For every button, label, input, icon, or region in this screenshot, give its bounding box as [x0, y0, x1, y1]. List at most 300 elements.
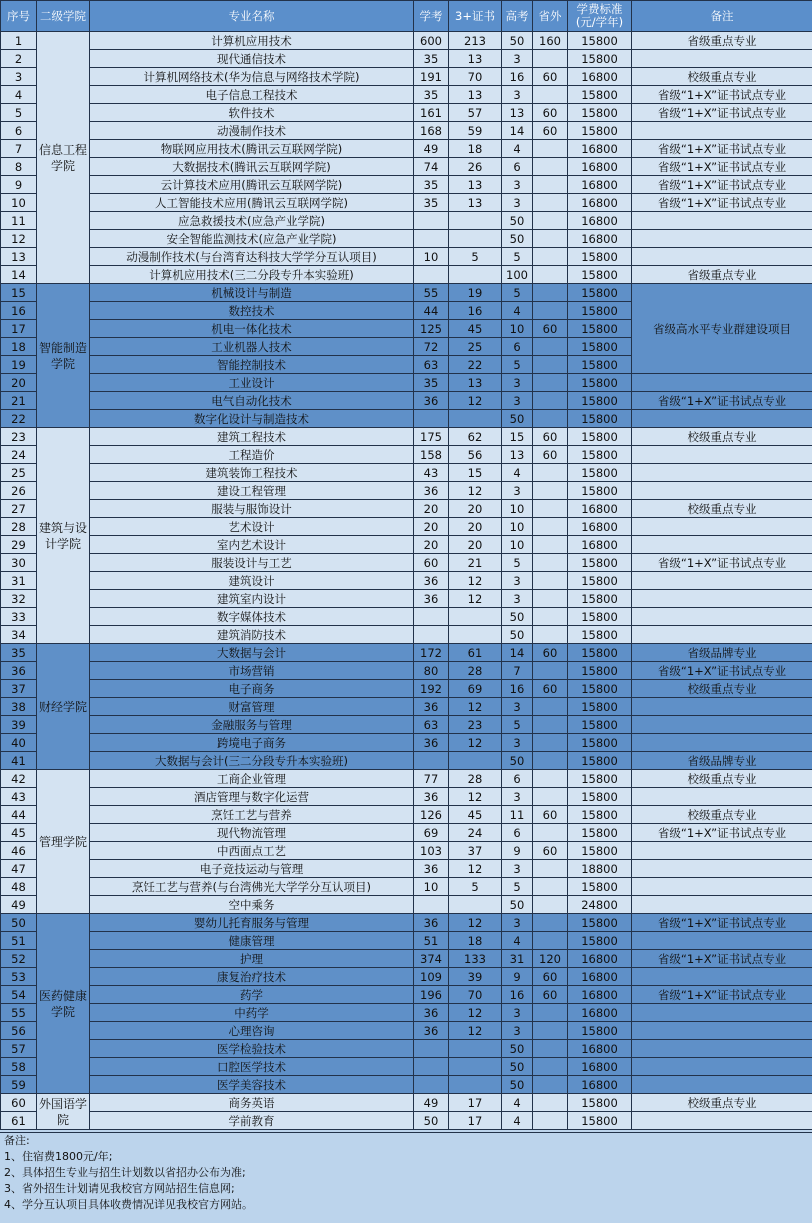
cell-outside — [533, 824, 568, 842]
table-row — [1, 806, 812, 824]
table-body — [1, 32, 812, 1130]
cell-no: 24 — [1, 446, 37, 464]
cell-gaokao: 10 — [502, 500, 533, 518]
cell-no: 8 — [1, 158, 37, 176]
cell-cert: 133 — [449, 950, 502, 968]
cell-xuekao: 72 — [414, 338, 449, 356]
cell-remark — [632, 1058, 812, 1076]
cell-cert: 61 — [449, 644, 502, 662]
cell-outside — [533, 1058, 568, 1076]
cell-xuekao: 36 — [414, 788, 449, 806]
cell-gaokao: 4 — [502, 464, 533, 482]
cell-remark — [632, 842, 812, 860]
cell-major: 电子信息工程技术 — [90, 86, 414, 104]
cell-no: 58 — [1, 1058, 37, 1076]
cell-major: 金融服务与管理 — [90, 716, 414, 734]
cell-fee: 16800 — [568, 500, 632, 518]
cell-cert: 213 — [449, 32, 502, 50]
cell-no: 50 — [1, 914, 37, 932]
cell-major: 动漫制作技术(与台湾育达科技大学学分互认项目) — [90, 248, 414, 266]
cell-fee: 15800 — [568, 284, 632, 302]
cell-outside — [533, 302, 568, 320]
cell-no: 20 — [1, 374, 37, 392]
cell-no: 3 — [1, 68, 37, 86]
cell-gaokao: 10 — [502, 536, 533, 554]
note-item: 1、住宿费1800元/年; — [4, 1150, 113, 1163]
cell-no: 57 — [1, 1040, 37, 1058]
cell-major: 计算机应用技术 — [90, 32, 414, 50]
cell-gaokao: 100 — [502, 266, 533, 284]
cell-outside: 60 — [533, 122, 568, 140]
cell-cert: 5 — [449, 248, 502, 266]
cell-fee: 15800 — [568, 356, 632, 374]
cell-dept: 智能制造学院 — [37, 284, 90, 428]
cell-xuekao: 172 — [414, 644, 449, 662]
cell-fee: 16800 — [568, 230, 632, 248]
cell-xuekao: 35 — [414, 50, 449, 68]
cell-remark — [632, 122, 812, 140]
cell-major: 电子商务 — [90, 680, 414, 698]
cell-fee: 16800 — [568, 518, 632, 536]
cell-fee: 15800 — [568, 392, 632, 410]
cell-outside — [533, 860, 568, 878]
cell-outside — [533, 626, 568, 644]
cell-fee: 16800 — [568, 194, 632, 212]
table-row — [1, 842, 812, 860]
cell-major: 建设工程管理 — [90, 482, 414, 500]
cell-fee: 16800 — [568, 212, 632, 230]
cell-xuekao — [414, 1040, 449, 1058]
cell-cert: 12 — [449, 860, 502, 878]
cell-no: 11 — [1, 212, 37, 230]
cell-remark — [632, 572, 812, 590]
cell-outside — [533, 266, 568, 284]
cell-xuekao: 196 — [414, 986, 449, 1004]
cell-remark — [632, 1076, 812, 1094]
cell-xuekao: 175 — [414, 428, 449, 446]
cell-remark: 省级“1+X”证书试点专业 — [632, 86, 812, 104]
cell-outside — [533, 662, 568, 680]
table-row — [1, 428, 812, 446]
cell-gaokao: 3 — [502, 572, 533, 590]
cell-major: 机械设计与制造 — [90, 284, 414, 302]
cell-cert: 17 — [449, 1112, 502, 1130]
cell-remark — [632, 1022, 812, 1040]
cell-cert: 12 — [449, 914, 502, 932]
cell-outside — [533, 734, 568, 752]
table-row — [1, 914, 812, 932]
cell-outside — [533, 608, 568, 626]
cell-gaokao: 3 — [502, 734, 533, 752]
table-row — [1, 248, 812, 266]
cell-outside — [533, 932, 568, 950]
cell-major: 建筑装饰工程技术 — [90, 464, 414, 482]
table-row — [1, 104, 812, 122]
cell-fee: 15800 — [568, 914, 632, 932]
cell-xuekao — [414, 896, 449, 914]
table-row — [1, 662, 812, 680]
cell-xuekao: 168 — [414, 122, 449, 140]
cell-fee: 15800 — [568, 662, 632, 680]
cell-gaokao: 5 — [502, 878, 533, 896]
cell-major: 数字化设计与制造技术 — [90, 410, 414, 428]
table-row — [1, 590, 812, 608]
cell-cert: 17 — [449, 1094, 502, 1112]
cell-gaokao: 9 — [502, 842, 533, 860]
cell-cert: 69 — [449, 680, 502, 698]
cell-fee: 15800 — [568, 806, 632, 824]
cell-remark — [632, 590, 812, 608]
cell-gaokao: 15 — [502, 428, 533, 446]
cell-fee: 15800 — [568, 734, 632, 752]
table-row — [1, 896, 812, 914]
cell-no: 31 — [1, 572, 37, 590]
cell-xuekao: 161 — [414, 104, 449, 122]
cell-major: 大数据技术(腾讯云互联网学院) — [90, 158, 414, 176]
cell-outside — [533, 1040, 568, 1058]
cell-cert: 70 — [449, 986, 502, 1004]
table-row — [1, 698, 812, 716]
cell-xuekao: 191 — [414, 68, 449, 86]
cell-xuekao — [414, 752, 449, 770]
cell-no: 45 — [1, 824, 37, 842]
cell-gaokao: 13 — [502, 104, 533, 122]
cell-cert: 16 — [449, 302, 502, 320]
cell-xuekao: 80 — [414, 662, 449, 680]
cell-xuekao: 69 — [414, 824, 449, 842]
cell-cert: 62 — [449, 428, 502, 446]
cell-outside — [533, 518, 568, 536]
cell-outside — [533, 140, 568, 158]
cell-fee: 15800 — [568, 842, 632, 860]
table-row — [1, 50, 812, 68]
cell-gaokao: 6 — [502, 338, 533, 356]
cell-cert — [449, 410, 502, 428]
cell-no: 27 — [1, 500, 37, 518]
cell-remark: 校级重点专业 — [632, 68, 812, 86]
cell-gaokao: 16 — [502, 680, 533, 698]
cell-no: 5 — [1, 104, 37, 122]
cell-xuekao: 374 — [414, 950, 449, 968]
cell-cert: 12 — [449, 590, 502, 608]
cell-cert: 13 — [449, 50, 502, 68]
cell-major: 应急救援技术(应急产业学院) — [90, 212, 414, 230]
cell-fee: 15800 — [568, 608, 632, 626]
cell-no: 19 — [1, 356, 37, 374]
cell-major: 室内艺术设计 — [90, 536, 414, 554]
cell-outside: 60 — [533, 104, 568, 122]
cell-gaokao: 9 — [502, 968, 533, 986]
cell-fee: 15800 — [568, 320, 632, 338]
cell-fee: 18800 — [568, 860, 632, 878]
cell-remark — [632, 518, 812, 536]
cell-gaokao: 50 — [502, 608, 533, 626]
cell-major: 物联网应用技术(腾讯云互联网学院) — [90, 140, 414, 158]
cell-xuekao: 20 — [414, 500, 449, 518]
cell-no: 36 — [1, 662, 37, 680]
cell-fee: 15800 — [568, 302, 632, 320]
cell-no: 33 — [1, 608, 37, 626]
cell-fee: 16800 — [568, 968, 632, 986]
cell-fee: 15800 — [568, 104, 632, 122]
cell-remark — [632, 536, 812, 554]
cell-major: 商务英语 — [90, 1094, 414, 1112]
cell-outside — [533, 158, 568, 176]
cell-xuekao: 50 — [414, 1112, 449, 1130]
cell-major: 电子竞技运动与管理 — [90, 860, 414, 878]
cell-major: 口腔医学技术 — [90, 1058, 414, 1076]
cell-outside — [533, 248, 568, 266]
cell-cert: 19 — [449, 284, 502, 302]
cell-gaokao: 50 — [502, 896, 533, 914]
cell-remark: 省级品牌专业 — [632, 752, 812, 770]
cell-major: 服装与服饰设计 — [90, 500, 414, 518]
cell-outside — [533, 356, 568, 374]
cell-no: 30 — [1, 554, 37, 572]
cell-xuekao — [414, 626, 449, 644]
table-row — [1, 536, 812, 554]
header-remark: 备注 — [632, 1, 812, 32]
cell-major: 云计算技术应用(腾讯云互联网学院) — [90, 176, 414, 194]
cell-no: 56 — [1, 1022, 37, 1040]
table-row — [1, 644, 812, 662]
cell-gaokao: 50 — [502, 626, 533, 644]
cell-xuekao: 35 — [414, 86, 449, 104]
cell-xuekao: 10 — [414, 878, 449, 896]
cell-xuekao — [414, 1058, 449, 1076]
cell-xuekao: 55 — [414, 284, 449, 302]
cell-remark — [632, 482, 812, 500]
cell-cert: 13 — [449, 86, 502, 104]
cell-outside — [533, 1094, 568, 1112]
cell-cert: 24 — [449, 824, 502, 842]
cell-cert: 21 — [449, 554, 502, 572]
cell-gaokao: 11 — [502, 806, 533, 824]
cell-fee: 15800 — [568, 932, 632, 950]
cell-major: 烹饪工艺与营养(与台湾佛光大学学分互认项目) — [90, 878, 414, 896]
cell-cert: 15 — [449, 464, 502, 482]
cell-gaokao: 50 — [502, 1058, 533, 1076]
cell-cert: 20 — [449, 518, 502, 536]
cell-major: 酒店管理与数字化运营 — [90, 788, 414, 806]
cell-outside — [533, 752, 568, 770]
cell-xuekao: 35 — [414, 374, 449, 392]
cell-no: 59 — [1, 1076, 37, 1094]
cell-outside: 60 — [533, 968, 568, 986]
cell-xuekao — [414, 1076, 449, 1094]
cell-major: 建筑设计 — [90, 572, 414, 590]
cell-remark — [632, 626, 812, 644]
cell-fee: 16800 — [568, 68, 632, 86]
table-row — [1, 968, 812, 986]
cell-cert — [449, 626, 502, 644]
cell-outside — [533, 554, 568, 572]
cell-fee: 15800 — [568, 554, 632, 572]
cell-major: 服装设计与工艺 — [90, 554, 414, 572]
cell-remark: 省级“1+X”证书试点专业 — [632, 554, 812, 572]
cell-outside — [533, 284, 568, 302]
cell-remark: 校级重点专业 — [632, 500, 812, 518]
cell-outside — [533, 338, 568, 356]
cell-outside — [533, 1076, 568, 1094]
cell-gaokao: 50 — [502, 32, 533, 50]
cell-major: 软件技术 — [90, 104, 414, 122]
cell-no: 10 — [1, 194, 37, 212]
cell-fee: 16800 — [568, 140, 632, 158]
cell-gaokao: 16 — [502, 986, 533, 1004]
cell-gaokao: 3 — [502, 914, 533, 932]
table-row — [1, 68, 812, 86]
cell-remark — [632, 410, 812, 428]
cell-xuekao — [414, 212, 449, 230]
cell-gaokao: 50 — [502, 212, 533, 230]
cell-outside: 60 — [533, 842, 568, 860]
cell-cert: 25 — [449, 338, 502, 356]
cell-gaokao: 50 — [502, 230, 533, 248]
cell-remark: 省级“1+X”证书试点专业 — [632, 986, 812, 1004]
cell-cert: 18 — [449, 932, 502, 950]
cell-fee: 15800 — [568, 1022, 632, 1040]
cell-gaokao: 3 — [502, 860, 533, 878]
cell-major: 建筑室内设计 — [90, 590, 414, 608]
cell-remark: 省级“1+X”证书试点专业 — [632, 824, 812, 842]
cell-cert: 26 — [449, 158, 502, 176]
cell-no: 54 — [1, 986, 37, 1004]
cell-no: 12 — [1, 230, 37, 248]
cell-no: 60 — [1, 1094, 37, 1112]
table-row — [1, 86, 812, 104]
cell-xuekao: 36 — [414, 698, 449, 716]
cell-xuekao — [414, 266, 449, 284]
cell-remark: 校级重点专业 — [632, 680, 812, 698]
cell-outside — [533, 86, 568, 104]
cell-cert — [449, 212, 502, 230]
cell-no: 7 — [1, 140, 37, 158]
table-row — [1, 482, 812, 500]
cell-gaokao: 6 — [502, 158, 533, 176]
cell-cert — [449, 230, 502, 248]
cell-cert: 13 — [449, 194, 502, 212]
table-row — [1, 500, 812, 518]
cell-fee: 15800 — [568, 248, 632, 266]
cell-remark — [632, 788, 812, 806]
cell-dept: 外国语学院 — [37, 1094, 90, 1130]
cell-cert: 20 — [449, 536, 502, 554]
cell-cert: 12 — [449, 572, 502, 590]
cell-cert — [449, 1040, 502, 1058]
cell-outside — [533, 194, 568, 212]
cell-dept: 管理学院 — [37, 770, 90, 914]
cell-cert: 20 — [449, 500, 502, 518]
header-gaokao: 高考 — [502, 1, 533, 32]
table-row — [1, 464, 812, 482]
cell-xuekao: 36 — [414, 914, 449, 932]
cell-no: 4 — [1, 86, 37, 104]
cell-fee: 15800 — [568, 428, 632, 446]
cell-gaokao: 13 — [502, 446, 533, 464]
cell-gaokao: 6 — [502, 770, 533, 788]
cell-fee: 16800 — [568, 158, 632, 176]
cell-outside — [533, 50, 568, 68]
cell-cert: 12 — [449, 1004, 502, 1022]
cell-gaokao: 50 — [502, 1040, 533, 1058]
cell-fee: 15800 — [568, 50, 632, 68]
cell-gaokao: 50 — [502, 410, 533, 428]
cell-fee: 15800 — [568, 122, 632, 140]
cell-major: 现代通信技术 — [90, 50, 414, 68]
cell-xuekao: 44 — [414, 302, 449, 320]
cell-outside — [533, 212, 568, 230]
cell-major: 建筑消防技术 — [90, 626, 414, 644]
cell-no: 35 — [1, 644, 37, 662]
table-row — [1, 626, 812, 644]
cell-cert: 5 — [449, 878, 502, 896]
cell-gaokao: 5 — [502, 554, 533, 572]
cell-remark — [632, 860, 812, 878]
cell-fee: 15800 — [568, 464, 632, 482]
cell-fee: 15800 — [568, 86, 632, 104]
cell-cert: 70 — [449, 68, 502, 86]
cell-xuekao: 109 — [414, 968, 449, 986]
cell-no: 1 — [1, 32, 37, 50]
cell-remark: 省级“1+X”证书试点专业 — [632, 140, 812, 158]
cell-cert — [449, 608, 502, 626]
cell-xuekao: 36 — [414, 482, 449, 500]
cell-cert: 23 — [449, 716, 502, 734]
cell-remark: 省级“1+X”证书试点专业 — [632, 104, 812, 122]
table-row — [1, 284, 812, 302]
cell-dept: 信息工程学院 — [37, 32, 90, 284]
cell-remark — [632, 896, 812, 914]
cell-no: 26 — [1, 482, 37, 500]
cell-xuekao — [414, 230, 449, 248]
cell-no: 28 — [1, 518, 37, 536]
cell-xuekao: 36 — [414, 1004, 449, 1022]
cell-gaokao: 3 — [502, 50, 533, 68]
cell-no: 43 — [1, 788, 37, 806]
cell-cert — [449, 1058, 502, 1076]
cell-outside — [533, 410, 568, 428]
cell-major: 建筑工程技术 — [90, 428, 414, 446]
table-row — [1, 176, 812, 194]
cell-major: 财富管理 — [90, 698, 414, 716]
cell-outside — [533, 1112, 568, 1130]
cell-gaokao: 50 — [502, 752, 533, 770]
table-row — [1, 212, 812, 230]
cell-no: 32 — [1, 590, 37, 608]
table-row — [1, 572, 812, 590]
header-dept: 二级学院 — [37, 1, 90, 32]
table-row — [1, 932, 812, 950]
cell-gaokao: 5 — [502, 716, 533, 734]
cell-cert — [449, 896, 502, 914]
cell-gaokao: 5 — [502, 356, 533, 374]
cell-major: 健康管理 — [90, 932, 414, 950]
cell-no: 46 — [1, 842, 37, 860]
cell-outside — [533, 230, 568, 248]
cell-dept: 医药健康学院 — [37, 914, 90, 1094]
cell-outside — [533, 1004, 568, 1022]
cell-gaokao: 3 — [502, 1022, 533, 1040]
cell-outside — [533, 698, 568, 716]
cell-cert: 12 — [449, 788, 502, 806]
cell-fee: 16800 — [568, 536, 632, 554]
table-row — [1, 158, 812, 176]
cell-outside: 60 — [533, 986, 568, 1004]
table-row — [1, 266, 812, 284]
cell-remark — [632, 446, 812, 464]
cell-major: 工商企业管理 — [90, 770, 414, 788]
